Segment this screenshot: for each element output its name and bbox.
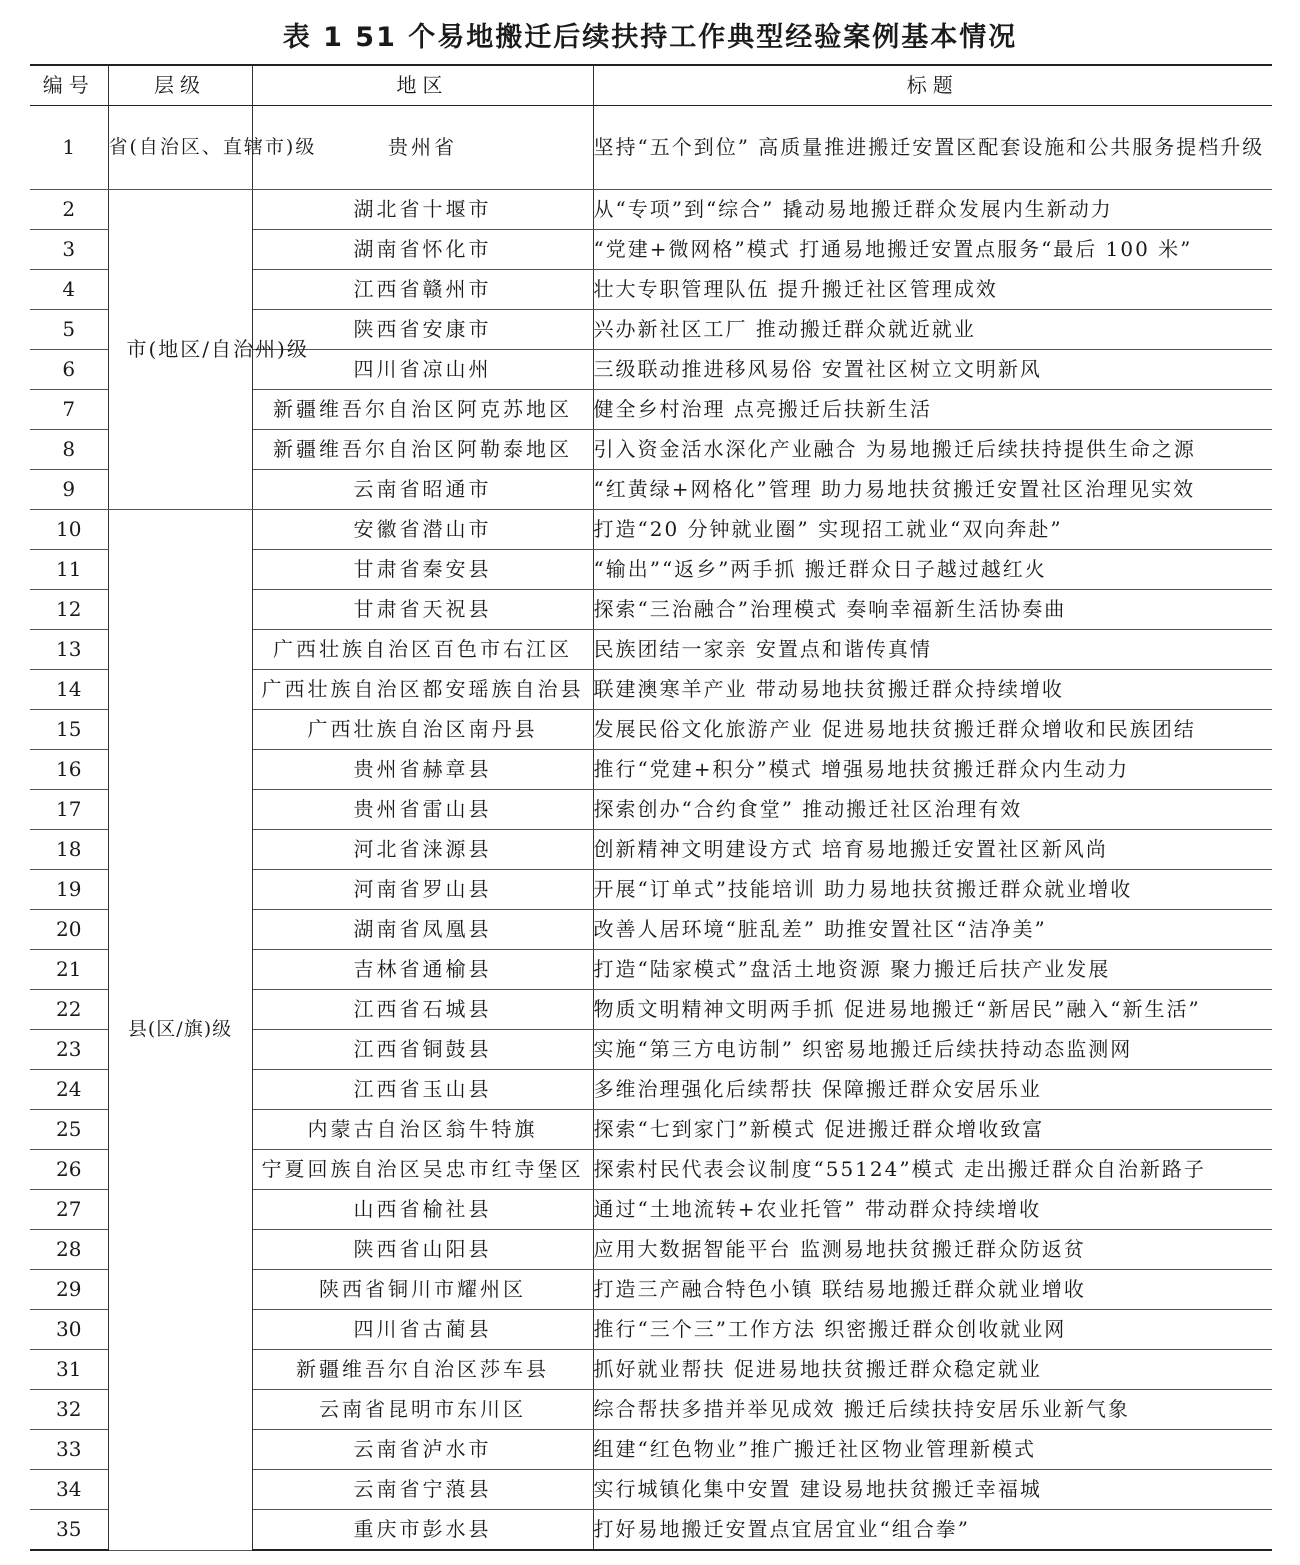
region-cell: 云南省昭通市 <box>252 470 593 510</box>
table-row <box>30 106 1272 190</box>
title-cell: 民族团结一家亲 安置点和谐传真情 <box>593 630 1272 670</box>
header-num: 编号 <box>30 65 108 106</box>
row-number: 28 <box>30 1230 108 1270</box>
level-cell: 县(区/旗)级 <box>108 510 252 1551</box>
region-cell: 江西省玉山县 <box>252 1070 593 1110</box>
region-cell: 江西省赣州市 <box>252 270 593 310</box>
row-number: 16 <box>30 750 108 790</box>
header-level: 层级 <box>108 65 252 106</box>
region-cell: 湖南省怀化市 <box>252 230 593 270</box>
title-cell: 健全乡村治理 点亮搬迁后扶新生活 <box>593 390 1272 430</box>
title-cell: “输出”“返乡”两手抓 搬迁群众日子越过越红火 <box>593 550 1272 590</box>
title-cell: 壮大专职管理队伍 提升搬迁社区管理成效 <box>593 270 1272 310</box>
region-cell: 湖南省凤凰县 <box>252 910 593 950</box>
title-cell: 坚持“五个到位” 高质量推进搬迁安置区配套设施和公共服务提档升级 <box>593 106 1272 190</box>
title-cell: 从“专项”到“综合” 撬动易地搬迁群众发展内生新动力 <box>593 190 1272 230</box>
region-cell: 广西壮族自治区百色市右江区 <box>252 630 593 670</box>
row-number: 15 <box>30 710 108 750</box>
title-cell: 打造“20 分钟就业圈” 实现招工就业“双向奔赴” <box>593 510 1272 550</box>
title-cell: 三级联动推进移风易俗 安置社区树立文明新风 <box>593 350 1272 390</box>
row-number: 29 <box>30 1270 108 1310</box>
title-cell: 探索创办“合约食堂” 推动搬迁社区治理有效 <box>593 790 1272 830</box>
header-title: 标题 <box>593 65 1272 106</box>
region-cell: 甘肃省秦安县 <box>252 550 593 590</box>
region-cell: 贵州省雷山县 <box>252 790 593 830</box>
row-number: 17 <box>30 790 108 830</box>
cases-table <box>30 64 1272 1551</box>
region-cell: 云南省宁蒗县 <box>252 1470 593 1510</box>
title-cell: 改善人居环境“脏乱差” 助推安置社区“洁净美” <box>593 910 1272 950</box>
title-cell: 抓好就业帮扶 促进易地扶贫搬迁群众稳定就业 <box>593 1350 1272 1390</box>
row-number: 3 <box>30 230 108 270</box>
row-number: 34 <box>30 1470 108 1510</box>
level-cell: 省(自治区、直辖市)级 <box>108 106 252 190</box>
row-number: 6 <box>30 350 108 390</box>
row-number: 18 <box>30 830 108 870</box>
row-number: 2 <box>30 190 108 230</box>
region-cell: 四川省古蔺县 <box>252 1310 593 1350</box>
row-number: 4 <box>30 270 108 310</box>
region-cell: 内蒙古自治区翁牛特旗 <box>252 1110 593 1150</box>
row-number: 7 <box>30 390 108 430</box>
region-cell: 甘肃省天祝县 <box>252 590 593 630</box>
row-number: 30 <box>30 1310 108 1350</box>
row-number: 11 <box>30 550 108 590</box>
row-number: 10 <box>30 510 108 550</box>
row-number: 5 <box>30 310 108 350</box>
region-cell: 重庆市彭水县 <box>252 1510 593 1551</box>
row-number: 14 <box>30 670 108 710</box>
region-cell: 安徽省潜山市 <box>252 510 593 550</box>
row-number: 23 <box>30 1030 108 1070</box>
region-cell: 陕西省安康市 <box>252 310 593 350</box>
title-cell: 实施“第三方电访制” 织密易地搬迁后续扶持动态监测网 <box>593 1030 1272 1070</box>
region-cell: 河北省涞源县 <box>252 830 593 870</box>
row-number: 19 <box>30 870 108 910</box>
row-number: 21 <box>30 950 108 990</box>
region-cell: 江西省铜鼓县 <box>252 1030 593 1070</box>
region-cell: 吉林省通榆县 <box>252 950 593 990</box>
region-cell: 新疆维吾尔自治区莎车县 <box>252 1350 593 1390</box>
row-number: 9 <box>30 470 108 510</box>
row-number: 12 <box>30 590 108 630</box>
title-cell: 引入资金活水深化产业融合 为易地搬迁后续扶持提供生命之源 <box>593 430 1272 470</box>
region-cell: 宁夏回族自治区吴忠市红寺堡区 <box>252 1150 593 1190</box>
title-cell: 通过“土地流转+农业托管” 带动群众持续增收 <box>593 1190 1272 1230</box>
table-title: 表 1 51 个易地搬迁后续扶持工作典型经验案例基本情况 <box>282 22 1018 53</box>
title-cell: 多维治理强化后续帮扶 保障搬迁群众安居乐业 <box>593 1070 1272 1110</box>
row-number: 31 <box>30 1350 108 1390</box>
region-cell: 湖北省十堰市 <box>252 190 593 230</box>
row-number: 32 <box>30 1390 108 1430</box>
title-cell: 发展民俗文化旅游产业 促进易地扶贫搬迁群众增收和民族团结 <box>593 710 1272 750</box>
region-cell: 云南省泸水市 <box>252 1430 593 1470</box>
title-cell: 打好易地搬迁安置点宜居宜业“组合拳” <box>593 1510 1272 1551</box>
row-number: 20 <box>30 910 108 950</box>
header-region: 地区 <box>252 65 593 106</box>
title-cell: 组建“红色物业”推广搬迁社区物业管理新模式 <box>593 1430 1272 1470</box>
table-row <box>30 190 1272 230</box>
row-number: 25 <box>30 1110 108 1150</box>
region-cell: 陕西省山阳县 <box>252 1230 593 1270</box>
region-cell: 广西壮族自治区都安瑶族自治县 <box>252 670 593 710</box>
region-cell: 河南省罗山县 <box>252 870 593 910</box>
region-cell: 贵州省赫章县 <box>252 750 593 790</box>
row-number: 27 <box>30 1190 108 1230</box>
region-cell: 云南省昆明市东川区 <box>252 1390 593 1430</box>
row-number: 8 <box>30 430 108 470</box>
title-cell: “红黄绿+网格化”管理 助力易地扶贫搬迁安置社区治理见实效 <box>593 470 1272 510</box>
region-cell: 四川省凉山州 <box>252 350 593 390</box>
title-cell: 打造“陆家模式”盘活土地资源 聚力搬迁后扶产业发展 <box>593 950 1272 990</box>
row-number: 22 <box>30 990 108 1030</box>
table-row <box>30 510 1272 550</box>
title-cell: 兴办新社区工厂 推动搬迁群众就近就业 <box>593 310 1272 350</box>
title-cell: 创新精神文明建设方式 培育易地搬迁安置社区新风尚 <box>593 830 1272 870</box>
title-cell: 应用大数据智能平台 监测易地扶贫搬迁群众防返贫 <box>593 1230 1272 1270</box>
header-row <box>30 65 1272 106</box>
title-cell: 探索村民代表会议制度“55124”模式 走出搬迁群众自治新路子 <box>593 1150 1272 1190</box>
title-cell: 开展“订单式”技能培训 助力易地扶贫搬迁群众就业增收 <box>593 870 1272 910</box>
row-number: 24 <box>30 1070 108 1110</box>
region-cell: 江西省石城县 <box>252 990 593 1030</box>
row-number: 26 <box>30 1150 108 1190</box>
row-number: 1 <box>30 106 108 190</box>
level-cell: 市(地区/自治州)级 <box>108 190 252 510</box>
title-cell: 探索“七到家门”新模式 促进搬迁群众增收致富 <box>593 1110 1272 1150</box>
region-cell: 陕西省铜川市耀州区 <box>252 1270 593 1310</box>
title-cell: 物质文明精神文明两手抓 促进易地搬迁“新居民”融入“新生活” <box>593 990 1272 1030</box>
region-cell: 新疆维吾尔自治区阿克苏地区 <box>252 390 593 430</box>
title-cell: “党建+微网格”模式 打通易地搬迁安置点服务“最后 100 米” <box>593 230 1272 270</box>
region-cell: 广西壮族自治区南丹县 <box>252 710 593 750</box>
title-cell: 打造三产融合特色小镇 联结易地搬迁群众就业增收 <box>593 1270 1272 1310</box>
region-cell: 新疆维吾尔自治区阿勒泰地区 <box>252 430 593 470</box>
title-cell: 推行“党建+积分”模式 增强易地扶贫搬迁群众内生动力 <box>593 750 1272 790</box>
title-cell: 推行“三个三”工作方法 织密搬迁群众创收就业网 <box>593 1310 1272 1350</box>
region-cell: 贵州省 <box>252 106 593 190</box>
region-cell: 山西省榆社县 <box>252 1190 593 1230</box>
row-number: 33 <box>30 1430 108 1470</box>
title-cell: 综合帮扶多措并举见成效 搬迁后续扶持安居乐业新气象 <box>593 1390 1272 1430</box>
title-cell: 联建澳寒羊产业 带动易地扶贫搬迁群众持续增收 <box>593 670 1272 710</box>
row-number: 35 <box>30 1510 108 1551</box>
title-cell: 实行城镇化集中安置 建设易地扶贫搬迁幸福城 <box>593 1470 1272 1510</box>
row-number: 13 <box>30 630 108 670</box>
title-cell: 探索“三治融合”治理模式 奏响幸福新生活协奏曲 <box>593 590 1272 630</box>
